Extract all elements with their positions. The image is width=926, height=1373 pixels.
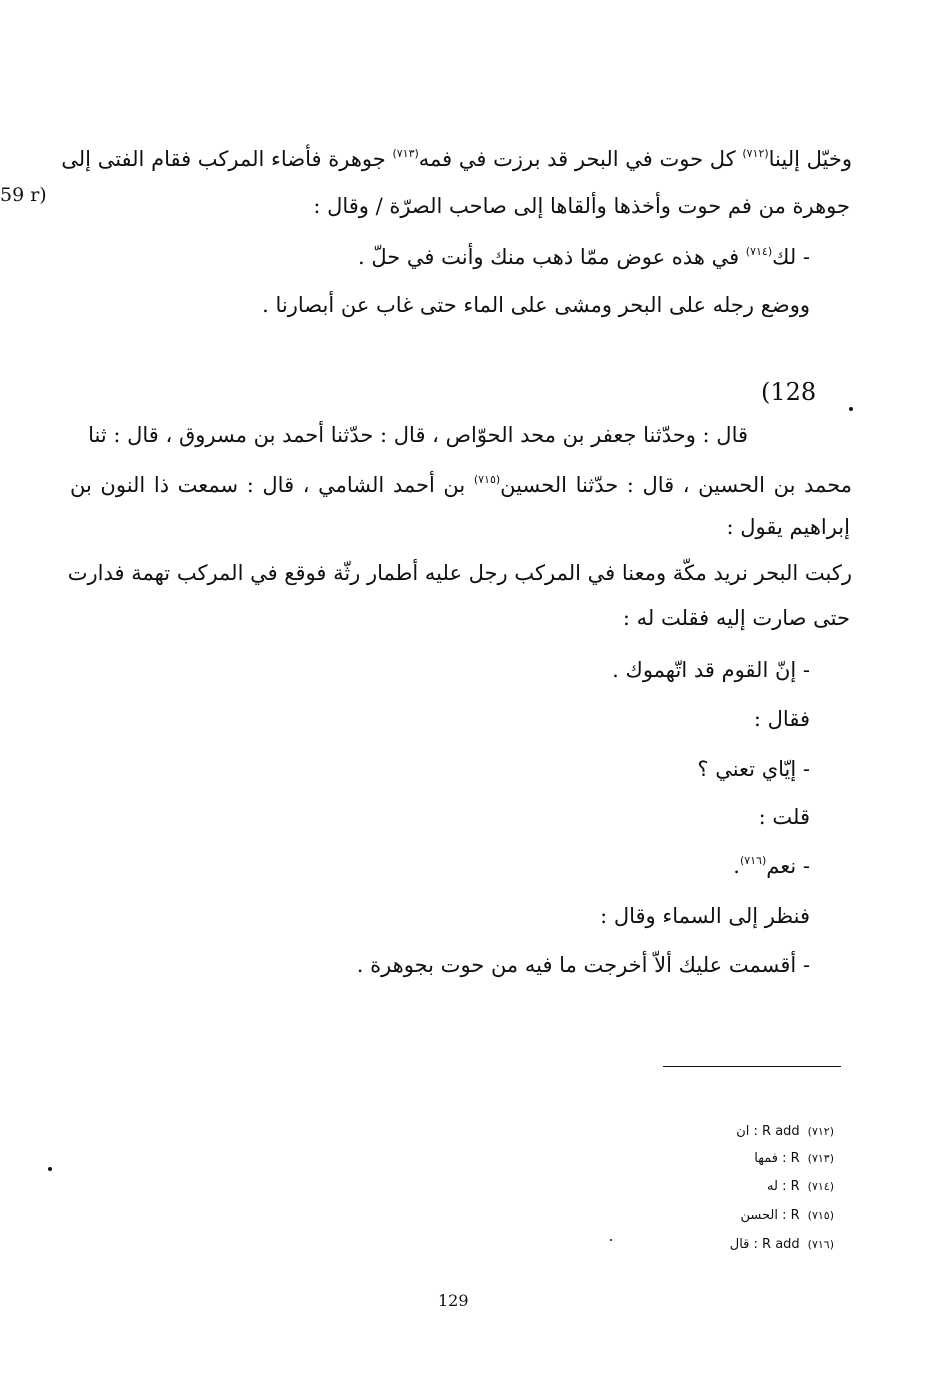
text-line (61, 147, 852, 171)
margin-folio-ref: 59 r) (0, 184, 47, 206)
text-segment: بن أحمد الشامي ، قال : سمعت ذا النون بن (70, 473, 474, 497)
text-line (70, 474, 852, 496)
footnote-marker: (٧١٦) (739, 854, 767, 867)
text-line: قال : وحدّثنا جعفر بن محد الحوّاص ، قال : حدّثنا أحمد بن مسروق ، قال : ثنا (88, 423, 748, 447)
footnote-number: (٧١٢) (807, 1125, 834, 1138)
footnote (767, 1179, 834, 1194)
footnote-text: R : الحسن (740, 1208, 800, 1223)
text-segment: جوهرة فأضاء المركب فقام الفتى إلى (61, 147, 393, 171)
footnote-number: (٧١٦) (807, 1238, 834, 1251)
text-segment: - نعم (766, 854, 810, 878)
text-segment: . (733, 854, 740, 878)
ink-dot (610, 1239, 612, 1241)
text-segment: وخيّل إلينا (768, 147, 852, 171)
text-segment: محمد بن الحسين ، قال : حدّثنا الحسين (500, 473, 852, 497)
footnote-number: (٧١٣) (807, 1152, 834, 1165)
text-line: جوهرة من فم حوت وأخذها وألقاها إلى صاحب الصرّة / وقال : (313, 194, 850, 218)
text-line: ركبت البحر نريد مكّة ومعنا في المركب رجل عليه أطمار رثّة فوقع في المركب تهمة فدارت (67, 561, 852, 585)
ink-dot (849, 407, 853, 411)
footnote-text: R add : ان (736, 1124, 800, 1139)
text-line: حتى صارت إليه فقلت له : (622, 606, 850, 630)
footnote-text: R : له (767, 1179, 800, 1194)
ink-dot (48, 1167, 52, 1171)
footnote (754, 1151, 834, 1166)
text-line: فنظر إلى السماء وقال : (600, 904, 810, 928)
text-line: قلت : (758, 805, 810, 829)
footnote-marker: (٧١٣) (392, 147, 419, 160)
footnote (741, 1208, 834, 1223)
footnote-number: (٧١٤) (807, 1180, 834, 1193)
footnote-marker: (٧١٥) (473, 473, 501, 486)
text-line: ووضع رجله على البحر ومشى على الماء حتى غاب عن أبصارنا . (262, 293, 810, 317)
text-line: - إيّاي تعني ؟ (697, 757, 810, 781)
section-number: (128 (761, 378, 817, 406)
text-line: فقال : (753, 707, 810, 731)
text-segment: - لك (772, 245, 810, 269)
footnote (736, 1124, 834, 1139)
footnote-marker: (٧١٤) (745, 245, 773, 258)
footnote-text: R add : قال (729, 1237, 800, 1252)
text-line (358, 246, 810, 268)
text-segment: في هذه عوض ممّا ذهب منك وأنت في حلّ . (357, 245, 746, 269)
text-segment: كل حوت في البحر قد برزت في فمه (418, 147, 743, 171)
footnote-text: R : فمها (754, 1151, 800, 1166)
page-number: 129 (438, 1291, 469, 1310)
text-line: إبراهيم يقول : (726, 515, 850, 539)
text-line: - أقسمت عليك ألاّ أخرجت ما فيه من حوت بجوهرة . (356, 953, 810, 977)
footnote (730, 1237, 834, 1252)
text-line: - إنّ القوم قد اتّهموك . (612, 658, 810, 682)
footnote-rule (663, 1066, 841, 1067)
footnote-marker: (٧١٢) (742, 147, 769, 160)
text-line (733, 855, 810, 877)
footnote-number: (٧١٥) (807, 1209, 834, 1222)
